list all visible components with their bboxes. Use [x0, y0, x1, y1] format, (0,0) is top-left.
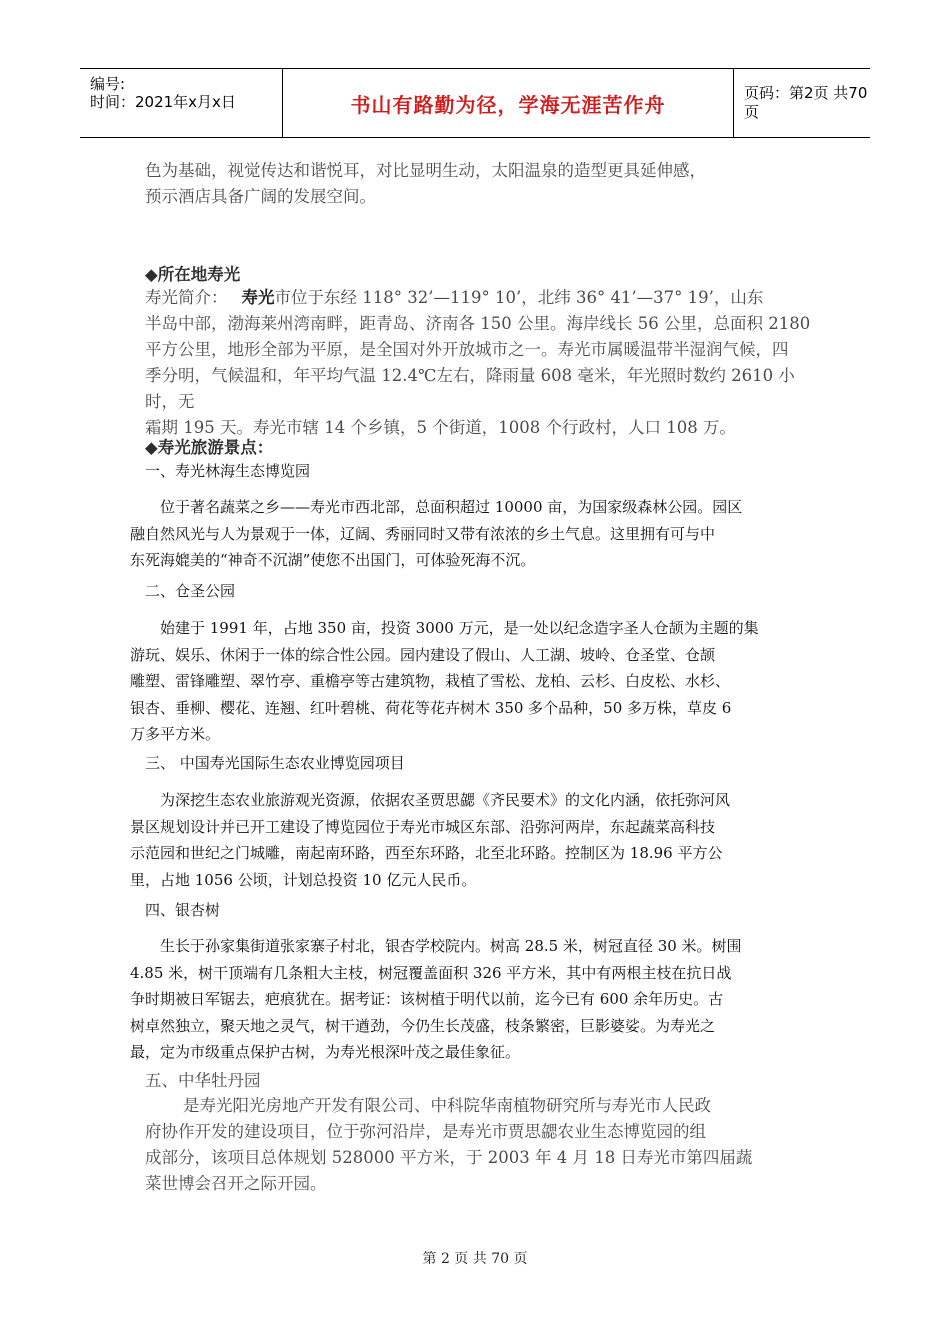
text-line: 示范园和世纪之门城雕，南起南环路，西至东环路，北至北环路。控制区为 18.96 平方公 [130, 844, 723, 862]
text-line: 是寿光阳光房地产开发有限公司、中科院华南植物研究所与寿光市人民政 [183, 1096, 711, 1115]
header-page-info-cell [734, 69, 870, 137]
location-lead: 市位于东经 118° 32’—119° 10’，北纬 36° 41’—37° 19’，山东 [274, 288, 764, 307]
text-line: 平方公里，地形全部为平原，是全国对外开放城市之一。寿光市属暖温带半湿润气候，四 [145, 340, 789, 359]
attractions-heading: ◆寿光旅游景点： [145, 438, 274, 457]
attraction-title: 二、仓圣公园 [145, 582, 236, 600]
text-line: 生长于孙家集街道张家寨子村北，银杏学校院内。树高 28.5 米，树冠直径 30 米。树围 [160, 937, 742, 955]
text-line: 菜世博会召开之际开园。 [145, 1174, 327, 1193]
text-line: 里，占地 1056 公顷，计划总投资 10 亿元人民币。 [130, 870, 477, 889]
attraction-body [145, 1093, 810, 1197]
text-line: 霜期 195 天。寿光市辖 14 个乡镇，5 个街道，1008 个行政村，人口 108 万。 [145, 418, 736, 437]
text-line: 预示酒店具备广阔的发展空间。 [145, 187, 376, 206]
attraction-body [130, 494, 810, 574]
page-header [80, 68, 870, 138]
text-line: 4.85 米，树干顶端有几条粗大主枝，树冠覆盖面积 326 平方米，其中有两根主枝在抗日战 [130, 963, 732, 982]
text-line: 位于著名蔬菜之乡——寿光市西北部，总面积超过 10000 亩，为国家级森林公园。园区 [160, 498, 743, 516]
intro-paragraph [145, 158, 810, 210]
attraction-body [130, 615, 810, 748]
text-line: 雕塑、雷锋雕塑、翠竹亭、重檐亭等古建筑物，栽植了雪松、龙柏、云杉、白皮松、水杉、 [130, 672, 731, 690]
attraction-title: 三、 中国寿光国际生态农业博览园项目 [145, 754, 405, 772]
text-line: 最，定为市级重点保护古树，为寿光根深叶茂之最佳象征。 [130, 1043, 521, 1061]
header-page-info: 页码：第2页 共70页 [744, 84, 868, 121]
header-motto: 书山有路勤为径，学海无涯苦作舟 [350, 92, 666, 117]
text-line: 半岛中部，渤海莱州湾南畔，距青岛、济南各 150 公里。海岸线长 56 公里，总面积 2180 [145, 314, 811, 333]
document-number-label: 编号: [90, 75, 126, 93]
document-time-label: 时间：2021年x月x日 [90, 93, 236, 111]
location-name: 寿光 [241, 288, 275, 307]
attraction-title: 一、寿光林海生态博览园 [145, 462, 311, 480]
text-line: 万多平方米。 [130, 725, 221, 743]
text-line: 树卓然独立，聚天地之灵气，树干遒劲，今仍生长茂盛，枝条繁密，巨影婆娑。为寿光之 [130, 1016, 716, 1035]
text-line: 景区规划设计并已开工建设了博览园位于寿光市城区东部、沿弥河两岸，东起蔬菜高科技 [130, 817, 716, 836]
location-label: 寿光简介： [145, 288, 228, 307]
text-line: 游玩、娱乐、休闲于一体的综合性公园。园内建设了假山、人工湖、坡岭、仓圣堂、仓颉 [130, 645, 716, 664]
text-line: 银杏、垂柳、樱花、连翘、红叶碧桃、荷花等花卉树木 350 多个品种，50 多万株，草皮 6 [130, 698, 732, 717]
attraction-title: 五、中华牡丹园 [145, 1071, 261, 1090]
text-line: 东死海媲美的“神奇不沉湖”使您不出国门，可体验死海不沉。 [130, 551, 536, 569]
text-line: 始建于 1991 年，占地 350 亩，投资 3000 万元，是一处以纪念造字圣人仓颉为主题的集 [160, 619, 759, 637]
attraction-title: 四、银杏树 [145, 901, 221, 919]
location-first-line [145, 285, 815, 311]
attraction-body [130, 933, 810, 1066]
text-line: 季分明，气候温和，年平均气温 12.4℃左右，降雨量 608 毫米，年光照时数约 2610 小时，无 [145, 366, 795, 411]
location-heading: ◆所在地寿光 [145, 265, 241, 284]
header-motto-cell [282, 69, 734, 137]
text-line: 成部分，该项目总体规划 528000 平方米，于 2003 年 4 月 18 日寿光市第四届蔬 [145, 1148, 753, 1167]
text-line: 色为基础，视觉传达和谐悦耳，对比显明生动，太阳温泉的造型更具延伸感， [145, 161, 706, 180]
text-line: 府协作开发的建设项目，位于弥河沿岸，是寿光市贾思勰农业生态博览园的组 [145, 1122, 706, 1141]
attraction-body [130, 787, 810, 893]
text-line: 争时期被日军锯去，疤痕犹在。据考证：该树植于明代以前，迄今已有 600 余年历史。古 [130, 990, 724, 1008]
text-line: 为深挖生态农业旅游观光资源，依据农圣贾思勰《齐民要术》的文化内涵，依托弥河风 [160, 791, 731, 809]
header-meta [80, 69, 282, 137]
text-line: 融自然风光与人为景观于一体，辽阔、秀丽同时又带有浓浓的乡土气息。这里拥有可与中 [130, 524, 716, 543]
location-paragraph [145, 285, 815, 441]
page-footer: 第 2 页 共 70 页 [422, 1251, 528, 1267]
